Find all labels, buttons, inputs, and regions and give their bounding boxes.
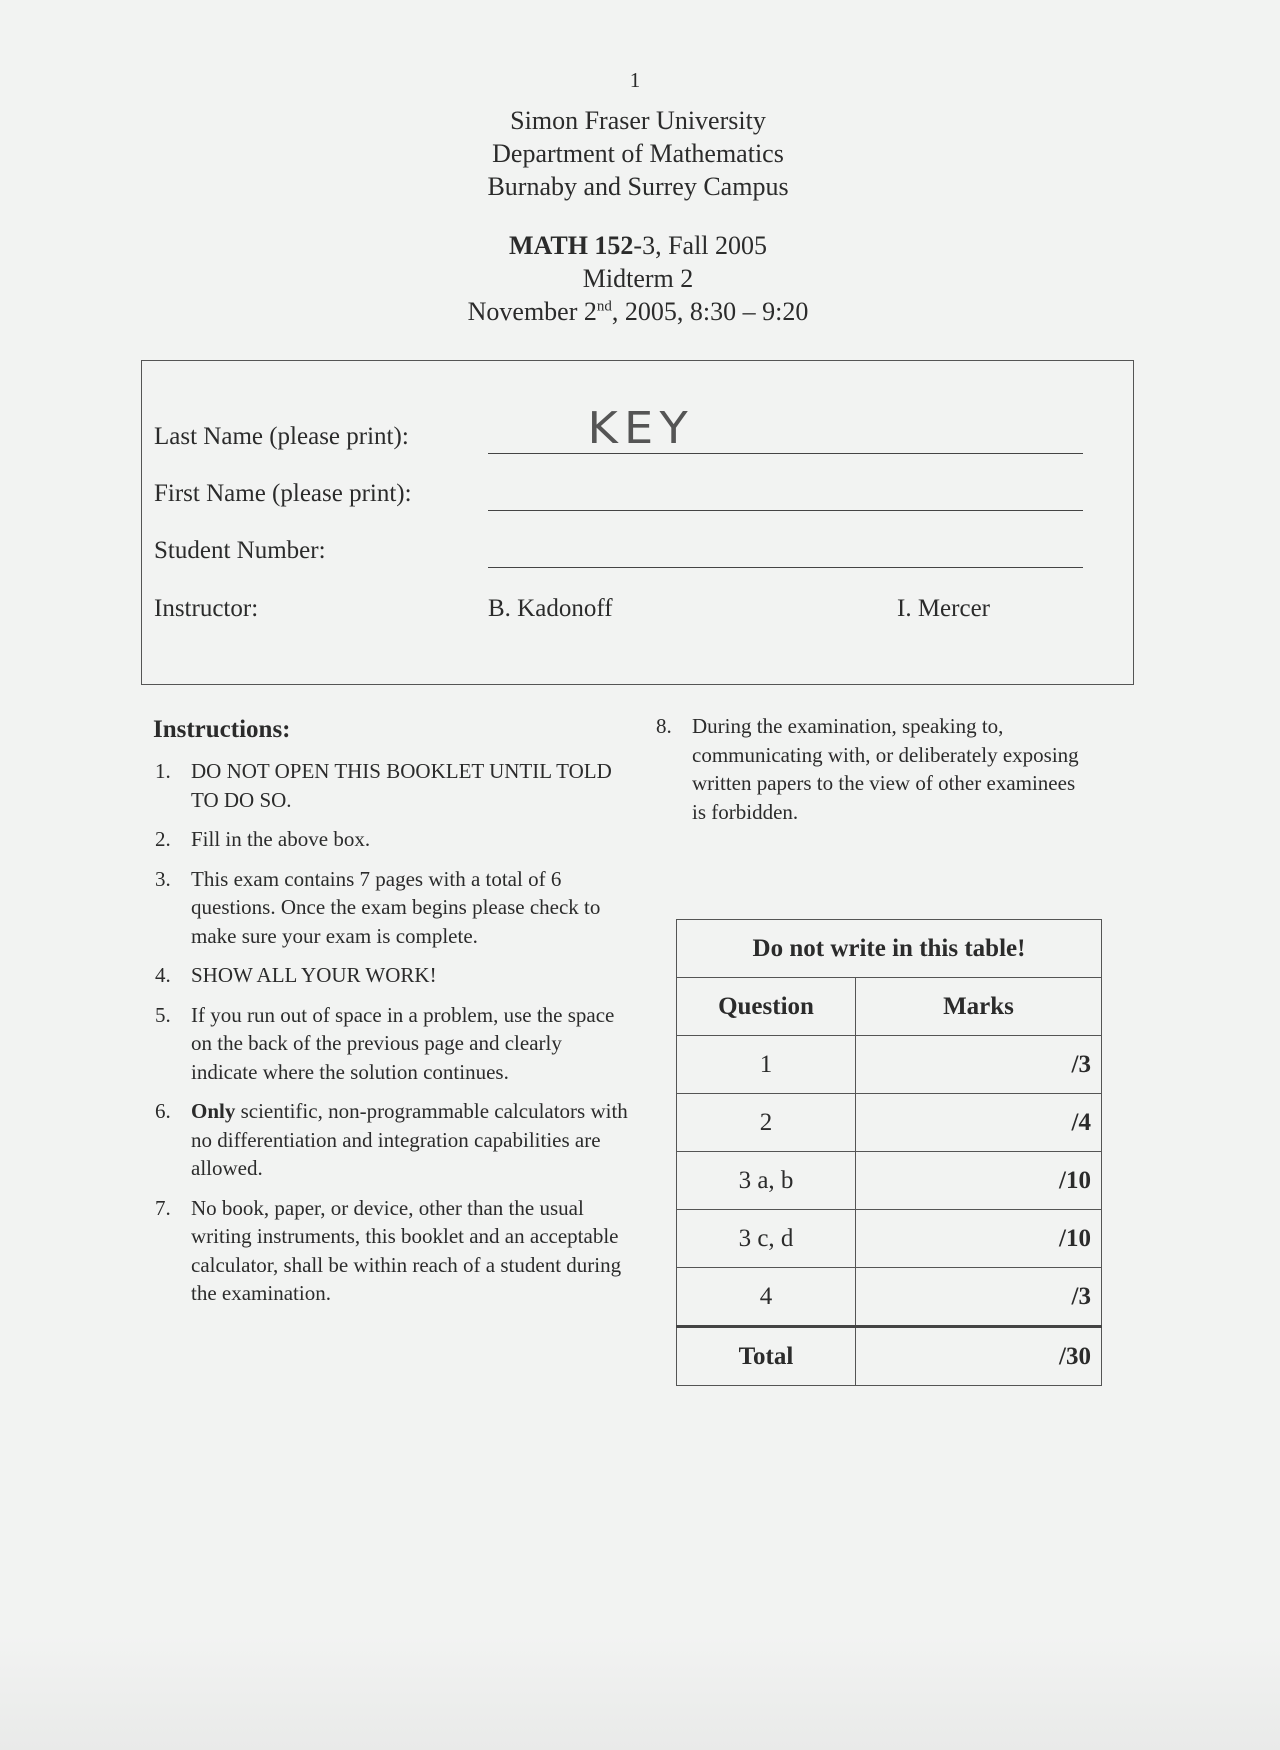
question-cell: 1 <box>677 1036 856 1094</box>
last-name-label: Last Name (please print): <box>154 423 409 450</box>
total-marks: /30 <box>856 1327 1102 1386</box>
instruction-item: 4. SHOW ALL YOUR WORK! <box>155 963 437 987</box>
page-number: 1 <box>629 68 641 92</box>
exam-header <box>0 104 1276 328</box>
table-row <box>677 1268 1102 1327</box>
instruction-item: 7. No book, paper, or device, other than the usual writing instruments, this booklet and an acceptable calculator, shall be within reach of a student during the examination. <box>155 1195 622 1305</box>
marks-cell: /3 <box>856 1268 1102 1327</box>
marks-table <box>676 919 1102 1386</box>
first-name-field[interactable] <box>488 510 1083 511</box>
department-name: Department of Mathematics <box>492 139 784 168</box>
instruction-item: 5. If you run out of space in a problem, use the space on the back of the previous page and clearly indicate where the solution continues. <box>155 1002 615 1084</box>
instructions-list-continued <box>654 712 1094 837</box>
question-cell: 2 <box>677 1094 856 1152</box>
total-row <box>677 1327 1102 1386</box>
instructions-list <box>153 757 633 1319</box>
exam-name: Midterm 2 <box>582 264 694 293</box>
instruction-item: 1. DO NOT OPEN THIS BOOKLET UNTIL TOLD TO DO SO. <box>155 759 612 812</box>
instructor-kadonoff[interactable]: B. Kadonoff <box>488 595 613 622</box>
marks-cell: /4 <box>856 1094 1102 1152</box>
table-row <box>677 1094 1102 1152</box>
question-cell: 3 a, b <box>677 1152 856 1210</box>
table-row <box>677 1152 1102 1210</box>
instruction-item: 8. During the examination, speaking to, communicating with, or deliberately exposing written papers to the view of other examinees is forbidden. <box>656 714 1079 824</box>
marks-cell: /10 <box>856 1152 1102 1210</box>
last-name-field[interactable] <box>488 453 1083 454</box>
table-row <box>677 1210 1102 1268</box>
total-label: Total <box>677 1327 856 1386</box>
first-name-label: First Name (please print): <box>154 480 412 507</box>
student-number-field[interactable] <box>488 567 1083 568</box>
scan-shadow <box>0 1635 1280 1750</box>
table-row <box>677 1036 1102 1094</box>
instructions-heading: Instructions: <box>153 716 291 743</box>
instruction-item: 2. Fill in the above box. <box>155 827 371 851</box>
university-name: Simon Fraser University <box>510 106 766 135</box>
marks-table-caption: Do not write in this table! <box>677 920 1102 978</box>
instruction-item: 6. Only scientific, non-programmable calculators with no differentiation and integration capabilities are allowed. <box>155 1099 628 1180</box>
marks-cell: /10 <box>856 1210 1102 1268</box>
question-cell: 3 c, d <box>677 1210 856 1268</box>
student-number-label: Student Number: <box>154 537 326 564</box>
column-header-marks: Marks <box>856 978 1102 1036</box>
last-name-handwritten-value: KEY <box>587 403 695 454</box>
exam-date: November 2nd, 2005, 8:30 – 9:20 <box>467 297 809 326</box>
course-code: MATH 152 <box>508 231 634 260</box>
instruction-item: 3. This exam contains 7 pages with a total of 6 questions. Once the exam begins please check to make sure your exam is complete. <box>155 866 601 948</box>
marks-cell: /3 <box>856 1036 1102 1094</box>
instructor-mercer[interactable]: I. Mercer <box>897 595 990 622</box>
course-title <box>0 229 1276 262</box>
column-header-question: Question <box>677 978 856 1036</box>
question-cell: 4 <box>677 1268 856 1327</box>
instructor-label: Instructor: <box>154 595 259 622</box>
student-info-box <box>141 360 1134 685</box>
course-term: -3, Fall 2005 <box>633 231 768 260</box>
campus-name: Burnaby and Surrey Campus <box>487 172 789 201</box>
